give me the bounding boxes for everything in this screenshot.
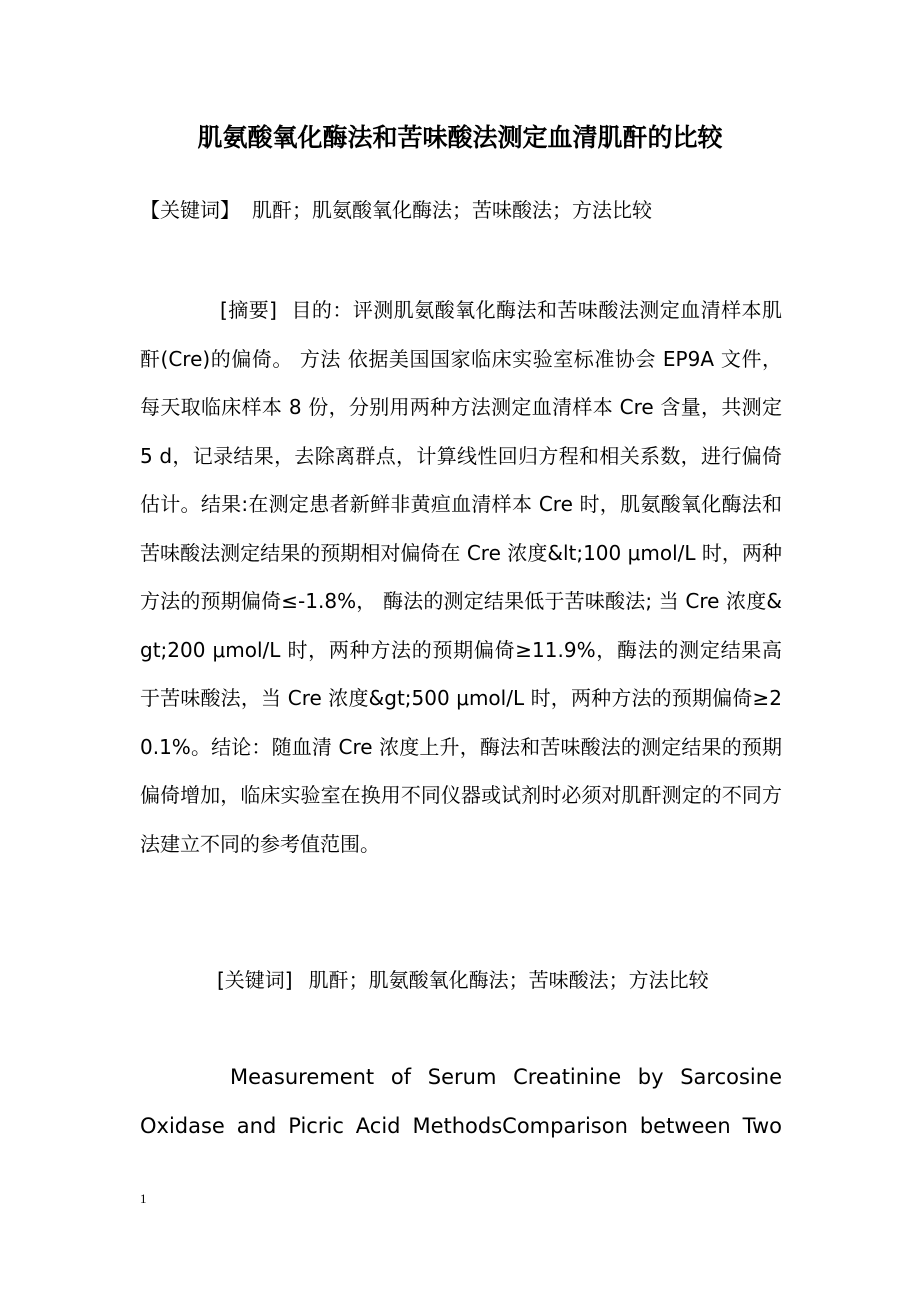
page-number: 1	[140, 1191, 147, 1206]
english-title: Measurement of Serum Creatinine by Sarcosine Oxidase and Picric Acid MethodsComparison between Two	[140, 1065, 782, 1138]
keywords-line-top	[140, 192, 652, 228]
keywords-label: [关键词]	[217, 968, 293, 992]
document-title: 肌氨酸氧化酶法和苦味酸法测定血清肌酐的比较	[197, 123, 723, 152]
abstract-label: [摘要]	[220, 298, 277, 322]
keywords-line-mid	[217, 962, 709, 998]
abstract-paragraph	[140, 286, 782, 868]
keywords-label: 【关键词】	[140, 198, 240, 222]
abstract-text: 目的：评测肌氨酸氧化酶法和苦味酸法测定血清样本肌酐(Cre)的偏倚。 方法 依据美国国家临床实验室标准协会 EP9A 文件，每天取临床样本 8 份，分别用两种方法测定血清样本 Cre 含量，共测定 5 d，记录结果，去除离群点，计算线性回归方程和相关系数，进行偏倚估计。结果:在测定患者新鲜非黄疸血清样本 Cre 时，肌氨酸氧化酶法和苦味酸法测定结果的预期相对偏倚在 Cre 浓度&lt;100 μmol/L 时，两种方法的预期偏倚≤-1.8%， 酶法的测定结果低于苦味酸法; 当 Cre 浓度&gt;200 μmol/L 时，两种方法的预期偏倚≥11.9%，酶法的测定结果高于苦味酸法，当 Cre 浓度&gt;500 μmol/L 时，两种方法的预期偏倚≥20.1%。结论：随血清 Cre 浓度上升，酶法和苦味酸法的测定结果的预期偏倚增加，临床实验室在换用不同仪器或试剂时必须对肌酐测定的不同方法建立不同的参考值范围。	[140, 298, 782, 856]
keywords-text: 肌酐；肌氨酸氧化酶法；苦味酸法；方法比较	[308, 968, 709, 992]
keywords-text: 肌酐；肌氨酸氧化酶法；苦味酸法；方法比较	[252, 198, 652, 222]
